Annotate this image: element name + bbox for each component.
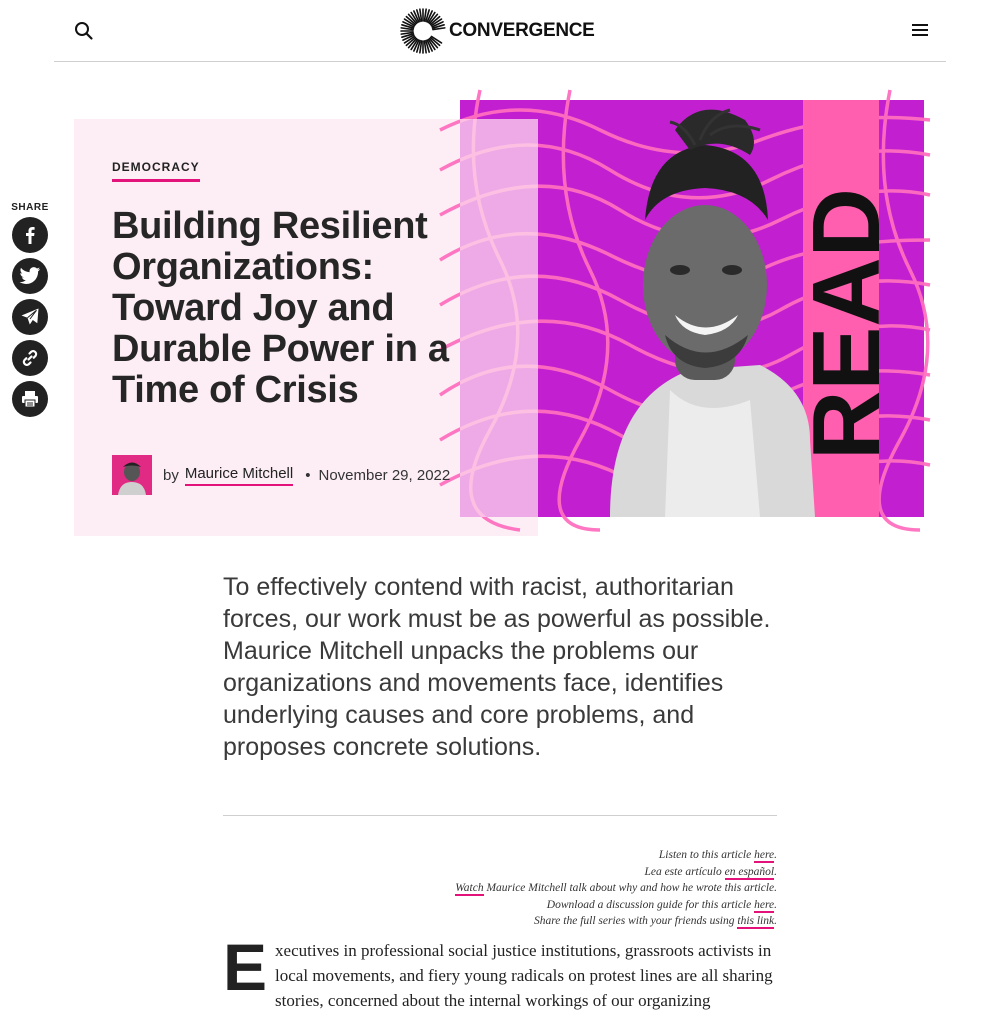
- note-download: Download a discussion guide for this article here.: [546, 898, 777, 911]
- note-share: Share the full series with your friends using this link.: [534, 915, 777, 927]
- share-label: SHARE: [11, 202, 49, 213]
- byline-separator: •: [305, 466, 311, 484]
- note-spanish: Lea este artículo en español.: [644, 865, 777, 878]
- article-title: Building Resilient Organizations: Toward Joy and Durable Power in a Time of Crisis: [112, 205, 449, 411]
- publish-date: November 29, 2022: [318, 466, 451, 484]
- hero-read-text: READ: [793, 187, 900, 460]
- article-body: [223, 930, 783, 1013]
- byline: [112, 455, 450, 495]
- twitter-icon[interactable]: [12, 258, 48, 294]
- hamburger-menu-icon[interactable]: [912, 23, 928, 37]
- spanish-link[interactable]: en español: [724, 865, 775, 878]
- body-paragraph: xecutives in professional social justice institutions, grassroots activists in local movements, and fiery young radicals on protest lines are all sharing stories, concerned about the internal workings of our organizing: [275, 941, 773, 1010]
- link-icon[interactable]: [12, 340, 48, 376]
- share-rail: [10, 202, 50, 422]
- site-logo[interactable]: [400, 7, 595, 55]
- byline-prefix: by: [163, 466, 179, 484]
- series-link[interactable]: this link: [737, 915, 775, 927]
- category-link[interactable]: DEMOCRACY: [112, 160, 200, 182]
- logo-text: CONVERGENCE: [449, 20, 595, 41]
- logo-burst-icon: [400, 8, 446, 54]
- watch-link[interactable]: Watch: [455, 882, 484, 894]
- search-icon[interactable]: [74, 21, 94, 41]
- note-watch: Watch Maurice Mitchell talk about why and how he wrote this article.: [455, 882, 777, 894]
- author-avatar[interactable]: [112, 455, 152, 495]
- discussion-guide-link[interactable]: here: [754, 898, 775, 911]
- author-link[interactable]: Maurice Mitchell: [185, 465, 293, 486]
- telegram-icon[interactable]: [12, 299, 48, 335]
- site-header: [54, 0, 946, 62]
- article-dek: To effectively contend with racist, authoritarian forces, our work must be as powerful as possible. Maurice Mitchell unpacks the problems our organizations and movements face, identifies underlying causes and core problems, and proposes concrete solutions.: [223, 573, 771, 761]
- listen-link[interactable]: here: [754, 849, 775, 861]
- note-listen: Listen to this article here.: [658, 849, 777, 861]
- article-notes: [223, 847, 777, 930]
- print-icon[interactable]: [12, 381, 48, 417]
- divider: [223, 815, 777, 816]
- drop-cap: E: [223, 930, 268, 1004]
- facebook-icon[interactable]: [12, 217, 48, 253]
